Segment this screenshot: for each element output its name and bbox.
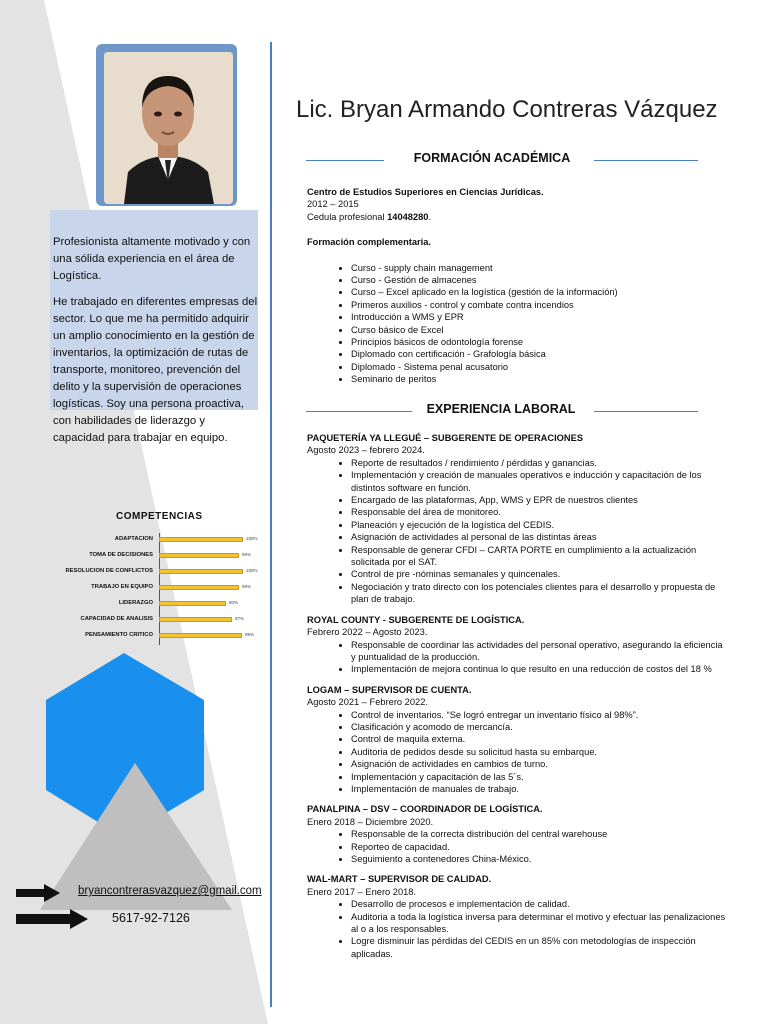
heading-rule-left (306, 411, 412, 412)
cedula-end: . (428, 211, 432, 222)
full-name: Lic. Bryan Armando Contreras Vázquez (296, 96, 718, 123)
job-title: LOGAM – SUPERVISOR DE CUENTA. (307, 684, 472, 695)
competencia-bar (159, 585, 239, 590)
job-spacer (307, 676, 727, 684)
competencia-bar (159, 553, 239, 558)
competencia-label: RESOLUCION DE CONFLICTOS (65, 568, 153, 574)
job-duty-item: • Implementación y capacitación de las 5´s. (351, 771, 727, 783)
competencia-value-label: 95% (242, 552, 252, 557)
cedula-number: 14048280 (387, 211, 429, 222)
job-duty-item: • Implementación y creación de manuales operativos e inducción y capacitación de los distintos software en función. (351, 469, 727, 494)
job-duty-item: • Responsable del área de monitoreo. (351, 506, 727, 518)
job-duties (307, 828, 727, 865)
job-duty-item: • Implementación de mejora continua lo que resulto en una reducción de costos del 18 % (351, 663, 727, 675)
job-duty-item: • Logre disminuir las pérdidas del CEDIS en un 85% con metodologías de inspección aplicadas. (351, 935, 727, 960)
competencia-bar (159, 569, 243, 574)
job-duty-item: • Auditoria a toda la logística inversa para determinar el motivo y efectuar las penalizaciones al o a los responsables. (351, 911, 727, 936)
competencia-row (20, 615, 270, 626)
competencia-bar (159, 617, 232, 622)
competencia-label: LIDERAZGO (118, 600, 153, 606)
complementary-title: Formación complementaria. (307, 237, 431, 248)
competencia-row (20, 551, 270, 562)
job-duty-item: • Responsable de coordinar las actividades del personal operativo, asegurando la eficiencia y puntualidad de la producción. (351, 639, 727, 664)
job-duty-item: • Planeación y ejecución de la logística del CEDIS. (351, 519, 727, 531)
job-period: Agosto 2023 – febrero 2024. (307, 445, 425, 456)
competencia-row (20, 535, 270, 546)
education-years: 2012 – 2015 (307, 199, 359, 210)
profile-summary (53, 234, 258, 456)
education-heading-text: FORMACIÓN ACADÉMICA (413, 151, 571, 165)
job-duty-item: • Seguimiento a contenedores China-México. (351, 853, 727, 865)
competencias-title: COMPETENCIAS (116, 511, 203, 522)
job-duty-item: • Responsable de la correcta distribución del central warehouse (351, 828, 727, 840)
course-item: • Diplomado con certificación - Grafología básica (351, 348, 727, 360)
competencia-value-label: 100% (246, 568, 258, 573)
job-title: ROYAL COUNTY - SUBGERENTE DE LOGÍSTICA. (307, 614, 525, 625)
competencia-label: TOMA DE DECISIONES (89, 552, 153, 558)
vertical-divider (270, 42, 272, 1007)
experience-block (307, 432, 727, 960)
job-duty-item: • Asignación de actividades en cambios de turno. (351, 758, 727, 770)
competencia-value-label: 87% (235, 616, 245, 621)
job-title: PANALPINA – DSV – COORDINADOR DE LOGÍSTICA. (307, 804, 543, 815)
profile-photo (104, 52, 233, 204)
job-spacer (307, 795, 727, 803)
competencia-label: ADAPTACION (114, 536, 153, 542)
arrow-right-icon (16, 884, 60, 902)
course-list (307, 262, 727, 386)
experience-heading (306, 402, 700, 422)
competencia-bar (159, 601, 226, 606)
course-item: • Curso - Gestión de almacenes (351, 274, 727, 286)
job-period: Agosto 2021 – Febrero 2022. (307, 697, 428, 708)
competencia-row (20, 583, 270, 594)
heading-rule-right (594, 411, 698, 412)
job-duties (307, 709, 727, 796)
course-item: • Principios básicos de odontología forense (351, 336, 727, 348)
course-item: • Curso - supply chain management (351, 262, 727, 274)
job-duty-item: • Clasificación y acomodo de mercancía. (351, 721, 727, 733)
job-period: Febrero 2022 – Agosto 2023. (307, 627, 428, 638)
job-duty-item: • Responsable de generar CFDI – CARTA PORTE en cumplimiento a la actualización solicitada por el SAT. (351, 544, 727, 569)
profile-paragraph-2: He trabajado en diferentes empresas del sector. Lo que me ha permitido adquirir un amplio conocimiento en la gestión de inventarios, la optimización de rutas de transporte, monitoreo, prevención del delito y la supervisión de operaciones logísticas. Soy una persona proactiva, con habilidades de liderazgo y capacidad para trabajar en equipo. (53, 296, 258, 444)
competencia-bar (159, 537, 243, 542)
job-duties (307, 457, 727, 606)
heading-rule-right (594, 160, 698, 161)
competencia-value-label: 100% (246, 536, 258, 541)
competencia-label: CAPACIDAD DE ANALISIS (80, 616, 153, 622)
job-duty-item: • Desarrollo de procesos e implementación de calidad. (351, 898, 727, 910)
education-school: Centro de Estudios Superiores en Ciencias Jurídicas. (307, 187, 544, 197)
job-spacer (307, 606, 727, 614)
job-duty-item: • Encargado de las plataformas, App, WMS y EPR de nuestros clientes (351, 494, 727, 506)
cedula-label: Cedula profesional (307, 211, 388, 222)
job-title: PAQUETERÍA YA LLEGUÉ – SUBGERENTE DE OPERACIONES (307, 433, 584, 443)
job-spacer (307, 865, 727, 873)
education-cedula (307, 211, 727, 223)
job-period: Enero 2018 – Diciembre 2020. (307, 816, 434, 827)
competencia-row (20, 631, 270, 642)
profile-paragraph-1: Profesionista altamente motivado y con una sólida experiencia en el área de Logística. (53, 236, 251, 282)
job-duty-item: • Control de pre -nóminas semanales y quincenales. (351, 568, 727, 580)
competencia-value-label: 99% (245, 632, 255, 637)
education-heading (306, 151, 700, 171)
job-duty-item: • Negociación y trato directo con los potenciales clientes para el desarrollo y propuesta de plan de trabajo. (351, 581, 727, 606)
competencia-label: TRABAJO EN EQUIPO (91, 584, 153, 590)
course-item: • Diplomado - Sistema penal acusatorio (351, 361, 727, 373)
competencia-label: PENSAMIENTO CRITICO (85, 632, 153, 638)
competencia-row (20, 599, 270, 610)
competencia-row (20, 567, 270, 578)
course-item: • Introducción a WMS y EPR (351, 311, 727, 323)
competencia-value-label: 95% (242, 584, 252, 589)
contact-phone-row (16, 908, 266, 928)
education-block (307, 186, 727, 386)
heading-rule-left (306, 160, 384, 161)
course-item: • Curso básico de Excel (351, 324, 727, 336)
phone-number: 5617-92-7126 (112, 911, 190, 925)
job-duties (307, 898, 727, 960)
job-duty-item: • Auditoria de pedidos desde su solicitud hasta su embarque. (351, 746, 727, 758)
arrow-right-icon (16, 909, 88, 929)
job-duty-item: • Control de inventarios. “Se logró entregar un inventario físico al 98%”. (351, 709, 727, 721)
course-item: • Curso – Excel aplicado en la logística (gestión de la información) (351, 286, 727, 298)
contact-email-row (16, 882, 266, 902)
job-duty-item: • Reporteo de capacidad. (351, 841, 727, 853)
job-duties (307, 639, 727, 676)
job-duty-item: • Asignación de actividades al personal de las distintas áreas (351, 531, 727, 543)
job-duty-item: • Control de maquila externa. (351, 733, 727, 745)
course-item: • Primeros auxilios - control y combate contra incendios (351, 299, 727, 311)
competencia-bar (159, 633, 242, 638)
job-duty-item: • Implementación de manuales de trabajo. (351, 783, 727, 795)
job-title: WAL-MART – SUPERVISOR DE CALIDAD. (307, 874, 492, 885)
course-item: • Seminario de peritos (351, 373, 727, 385)
job-duty-item: • Reporte de resultados / rendimiento / pérdidas y ganancias. (351, 457, 727, 469)
email-link[interactable]: bryancontrerasvazquez@gmail.com (78, 885, 262, 897)
competencia-value-label: 80% (229, 600, 239, 605)
job-period: Enero 2017 – Enero 2018. (307, 886, 417, 897)
experience-heading-text: EXPERIENCIA LABORAL (426, 402, 576, 416)
